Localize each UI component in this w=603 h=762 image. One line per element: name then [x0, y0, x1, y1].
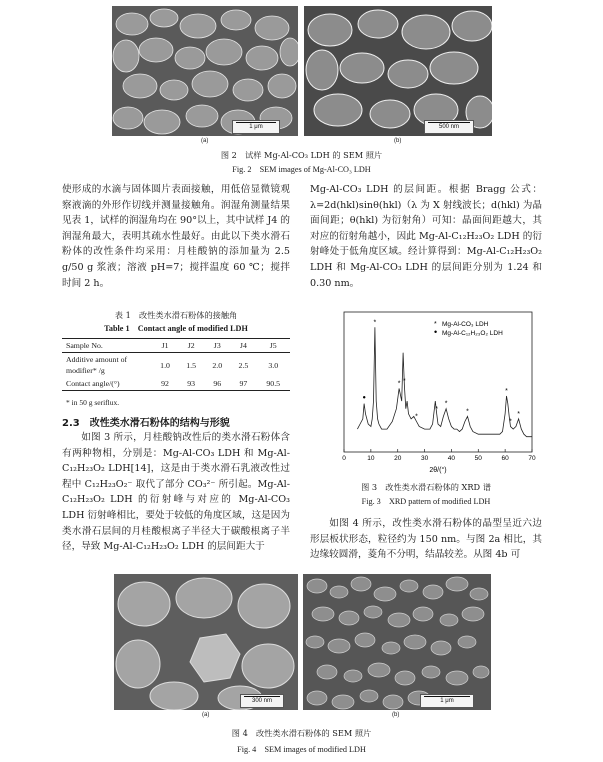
table1-cell: 97 — [230, 377, 256, 391]
fig2-sem-image-a — [112, 6, 298, 136]
xrd-x-tick-label: 20 — [394, 455, 402, 462]
table1-cell: 96 — [204, 377, 230, 391]
fig4-caption-zh: 图 4 改性类水滑石粉体的 SEM 照片 — [231, 728, 372, 738]
fig4a-scale-bar: 300 nm — [240, 694, 284, 708]
fig2-caption-zh: 图 2 试样 Mg-Al-CO₃ LDH 的 SEM 照片 — [220, 150, 383, 160]
xrd-plot-frame — [344, 312, 532, 452]
fig2-caption-en: Fig. 2 SEM images of Mg-Al-CO₃ LDH — [232, 165, 371, 174]
xrd-series-line — [357, 327, 532, 436]
xrd-peak-marker: * — [373, 319, 377, 327]
fig4-sem-image-b — [303, 574, 491, 710]
xrd-peak-marker: * — [444, 400, 448, 408]
xrd-peak-marker: * — [517, 410, 520, 418]
xrd-peak-marker: * — [397, 380, 401, 388]
right-column-para2: 如图 4 所示，改性类水滑石粉体的晶型呈近六边形层板状形态，粒径约为 150 nm。与图 2a 相比，其边缘较圆滑，菱角不分明，结晶较差。从图 4b 可 — [310, 518, 542, 561]
xrd-x-tick-label: 70 — [528, 455, 536, 462]
xrd-x-tick-label: 10 — [367, 455, 375, 462]
xrd-x-tick-label: 50 — [474, 455, 482, 462]
xrd-legend-label: Mg-Al-CO₃ LDH — [442, 321, 489, 328]
fig3-caption-zh: 图 3 改性类水滑石粉体的 XRD 谱 — [361, 482, 491, 492]
xrd-x-tick-label: 40 — [447, 455, 456, 462]
right-column-para1: Mg-Al-CO₃ LDH 的层间距。根据 Bragg 公式：λ=2d(hkl)sinθ(hkl)（λ 为 X 射线波长；d(hkl) 为晶面间距；θ(hkl) 为衍射角）可知：晶面间距越大，其对应的衍射角越小，因此 Mg-Al-C₁₂H₂₃O₂ LDH 的衍射峰处于低角度区域。经计算得到：Mg-Al-C₁₂H₂₃O₂ LDH 和 Mg-Al-CO₃ LDH 的层间距分别为 1.24 和 0.30 nm。 — [310, 184, 542, 289]
fig2a-scale-bar: 1 μm — [232, 120, 280, 134]
table1-header: J5 — [256, 339, 290, 353]
table1-cell: 3.0 — [268, 360, 279, 370]
table-row — [62, 377, 290, 391]
fig4b-label: (b) — [392, 712, 400, 718]
fig2b-scale-bar: 500 nm — [424, 120, 474, 134]
xrd-peak-marker: * — [415, 413, 418, 421]
left-column-para2: 如图 3 所示，月桂酸钠改性后的类水滑石粉体含有两种物相，分别是：Mg-Al-CO₃ LDH 和 Mg-Al-C₁₂H₂₃O₂ LDH[14]，这是由于类水滑石乳液改性过程中 C₁₂H₂₃O₂⁻ 取代了部分 CO₃²⁻ 所引起。Mg-Al-C₁₂H₂₃O₂ LDH 的衍射峰与对应的 Mg-Al-CO₃ LDH 衍射峰相比，要处于较低的角度区域，这是因为类水滑石层间的月桂酸根离子半径大于碳酸根离子半径，导致 Mg-Al-C₁₂H₂₃O₂ LDH 的层间距大于 — [62, 432, 290, 553]
xrd-legend-label: Mg-Al-C₁₂H₂₃O₂ LDH — [442, 330, 503, 337]
fig4b-scale-bar: 1 μm — [420, 694, 474, 708]
fig3-caption-en: Fig. 3 XRD pattern of modified LDH — [361, 497, 491, 506]
fig3-xrd-chart — [322, 308, 537, 476]
xrd-peak-marker: * — [466, 408, 469, 416]
table-row — [62, 353, 290, 378]
table1-header: J2 — [178, 339, 204, 353]
table1-title-zh: 表 1 改性类水滑石粉体的接触角 — [114, 310, 238, 320]
table1-cell: 2.0 — [212, 360, 223, 370]
xrd-peak-marker: * — [509, 418, 512, 426]
xrd-peak-marker: • — [362, 392, 366, 403]
table1-header: J3 — [204, 339, 230, 353]
table1-row-label: Contact angle/(°) — [62, 377, 152, 391]
xrd-legend-marker: • — [434, 327, 438, 337]
xrd-peak-marker: * — [403, 377, 406, 385]
fig2a-label: (a) — [201, 138, 209, 144]
table1-header: J1 — [152, 339, 178, 353]
section-heading: 2.3 改性类水滑石粉体的结构与形貌 — [62, 418, 230, 429]
table1-cell: 1.0 — [160, 360, 170, 370]
fig4a-label: (a) — [202, 712, 210, 718]
left-column-para1: 使形成的水滴与固体圆片表面接触，用低倍显微镜观察液滴的外形作切线并测量接触角。润湿角测量结果见表 1，试样的润湿角均在 90°以上，其中试样 J4 的润湿角最大，表明其疏水性最好。由此以下类水滑石粉体的改性条件均采用：月桂酸钠的添加量为 2.5 g/50 g 浆液；溶液 pH=7；搅拌温度 60 ℃；搅拌时间 2 h。 — [62, 184, 290, 289]
table1-cell: 2.5 — [238, 360, 249, 370]
table1-title-en: Table 1 Contact angle of modified LDH — [104, 324, 248, 333]
xrd-legend-marker: * — [434, 321, 437, 328]
table1-cell: 92 — [152, 377, 178, 391]
xrd-x-axis-label: 2θ/(°) — [429, 467, 447, 474]
table1-footnote: * in 50 g seriflux. — [66, 398, 120, 407]
table1-header: J4 — [230, 339, 256, 353]
xrd-x-tick-label: 30 — [420, 455, 429, 462]
table1-cell: 1.5 — [186, 360, 197, 370]
xrd-x-tick-label: 0 — [342, 455, 346, 462]
table1-row-label: Additive amount of modifier* /g — [66, 355, 128, 375]
fig2-sem-image-b — [304, 6, 492, 136]
table1-cell: 90.5 — [256, 377, 290, 391]
table1-header: Sample No. — [62, 339, 152, 353]
fig4-sem-image-a — [114, 574, 298, 710]
fig4-caption-en: Fig. 4 SEM images of modified LDH — [237, 745, 366, 754]
xrd-x-tick-label: 60 — [501, 455, 509, 462]
table1 — [62, 338, 290, 391]
table1-header-row — [62, 339, 290, 353]
xrd-legend — [434, 321, 503, 337]
xrd-peak-marker: * — [505, 388, 508, 395]
xrd-peak-marker: * — [435, 405, 439, 413]
fig2b-label: (b) — [394, 138, 402, 144]
table1-cell: 93 — [178, 377, 204, 391]
